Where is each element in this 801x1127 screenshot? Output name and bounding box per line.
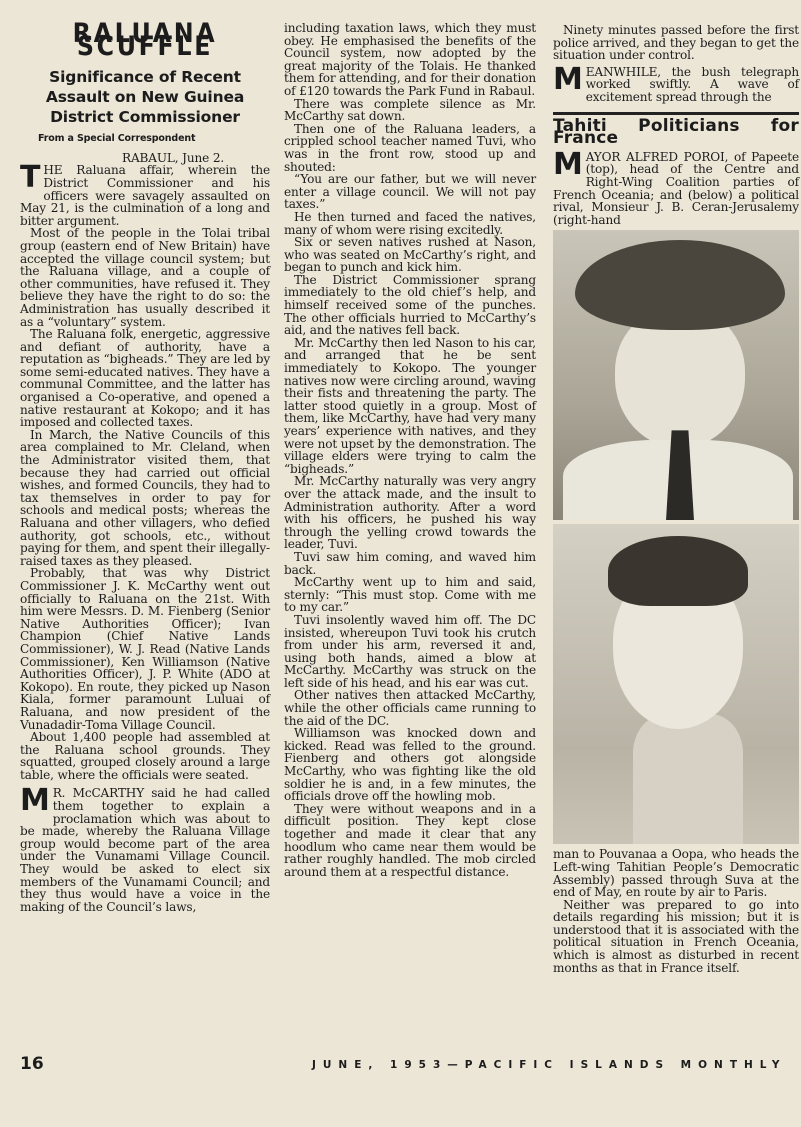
column-3 (553, 24, 799, 974)
drop-cap-paragraph: MEANWHILE, the bush telegraph worked swiftly. A wave of excitement spread through the (553, 61, 799, 104)
paragraph: There was complete silence as Mr. McCarthy sat down. (284, 96, 536, 124)
dateline: RABAUL, June 2. (122, 150, 225, 165)
drop-cap-paragraph: MAYOR ALFRED POROI, of Papeete (top), head of the Centre and Right-Wing Coalition parties of French Oceania; and (below) a political rival, Monsieur J. B. Ceran-Jerusalemy (right-hand (553, 146, 799, 227)
page-number: 16 (20, 1054, 44, 1074)
paragraph: In March, the Native Councils of this area complained to Mr. Cleland, when the Administrator visited them, that because they had carried out official wishes, and formed Councils, they had to tax themselves in order to pay for schools and medical posts; whereas the Raluana and other villagers, who defied authority, got schools, etc., without paying for them, and spent their illegally-raised taxes as they pleased. (20, 427, 270, 568)
paragraph: McCarthy went up to him and said, sternly: “This must stop. Come with me to my car.” (284, 575, 536, 615)
column-2 (284, 22, 536, 878)
paragraph: Probably, that was why District Commissioner J. K. McCarthy went out officially to Raluana on the 21st. With him were Messrs. D. M. Fienberg (Senior Native Authorities Officer); Ivan Champion (Chief Native Lands Commissioner), W. J. Read (Native Lands Commissioner), Ken Williamson (Native Authorities Officer), J. P. White (ADO at Kokopo). En route, they picked up Nason Kiala, former paramount Luluai of Raluana, and now president of the Vunadadir-Toma Village Council. (20, 566, 270, 732)
paragraph: They were without weapons and in a difficult position. They kept close together and made it clear that any hoodlum who came near them would be rather roughly handled. The mob circled around them at a respectful distance. (284, 801, 536, 879)
neck-shape (633, 714, 743, 844)
paragraph: About 1,400 people had assembled at the Raluana school grounds. They squatted, grouped closely around a large table, where the officials were seated. (20, 730, 270, 782)
paragraph: Other natives then attacked McCarthy, while the other officials came running to the aid of the DC. (284, 688, 536, 728)
drop-cap-paragraph: MR. McCARTHY said he had called them together to explain a proclamation which was about to be made, whereby the Raluana Village group would become part of the area under the Vunamami Village Council. They would be asked to elect six members of the Vunamami Council; and they thus would have a voice in the making of the Council’s laws, (20, 783, 270, 914)
headline: RALUANA SCUFFLE (72, 18, 218, 62)
paragraph: Mr. McCarthy then led Nason to his car, and arranged that he be sent immediately to Kokopo. The younger natives now were circling around, waving their fists and threatening the party. The latter stood quietly in a group. Most of them, like McCarthy, have had very many years’ experience with natives, and they were not upset by the demonstration. The village elders were trying to calm the “bigheads.” (284, 335, 536, 476)
paragraph: Neither was prepared to go into details regarding his mission; but it is understood that it is associated with the political situation in French Oceania, which is almost as disturbed in recent months as that in France itself. (553, 897, 799, 975)
column-1 (20, 6, 270, 913)
portrait-photo-bottom (553, 524, 799, 844)
section-rule (553, 112, 799, 115)
paragraph: Then one of the Raluana leaders, a crippled school teacher named Tuvi, who was in the front row, stood up and shouted: (284, 121, 536, 174)
running-head: JUNE, 1953—PACIFIC ISLANDS MONTHLY (312, 1059, 787, 1071)
paragraph: “You are our father, but we will never enter a village council. We will not pay taxes.” (284, 172, 536, 212)
paragraph: man to Pouvanaa a Oopa, who heads the Left-wing Tahitian People’s Democratic Assembly) passed through Suva at the end of May, en route by air to Paris. (553, 847, 799, 900)
paragraph: Ninety minutes passed before the first police arrived, and they began to get the situation under control. (553, 23, 799, 63)
paragraph: Williamson was knocked down and kicked. Read was felled to the ground. Fienberg and others got alongside McCarthy, who was fighting like the old soldier he is and, in a few minutes, the officials drove off the howling mob. (284, 726, 536, 804)
paragraph: Mr. McCarthy naturally was very angry over the attack made, and the insult to Administration authority. After a word with his officers, he pushed his way through the yelling crowd towards the leader, Tuvi. (284, 474, 536, 552)
paragraph: including taxation laws, which they must obey. He emphasised the benefits of the Council system, now adopted by the great majority of the Tolais. He thanked them for attending, and for their donation of £120 towards the Park Fund in Rabaul. (284, 21, 536, 98)
subheadline: Significance of Recent Assault on New Guinea District Commissioner (45, 68, 245, 127)
section-heading: Tahiti Politicians for France (553, 115, 799, 149)
hair-shape (608, 536, 748, 606)
paragraph: He then turned and faced the natives, many of whom were rising excitedly. (284, 209, 536, 237)
lead-paragraph: THE Raluana affair, wherein the District Commissioner and his officers were savagely assaulted on May 21, is the culmination of a long and bitter argument. (20, 160, 270, 228)
paragraph: Tuvi saw him coming, and waved him back. (284, 549, 536, 577)
paragraph: Tuvi insolently waved him off. The DC insisted, whereupon Tuvi took his crutch from under his arm, reversed it and, using both hands, aimed a blow at McCarthy. McCarthy was struck on the left side of his head, and his ear was cut. (284, 612, 536, 690)
page-footer (20, 1054, 800, 1076)
portrait-photo-top (553, 230, 799, 520)
paragraph: The District Commissioner sprang immediately to the old chief’s help, and himself received some of the punches. The other officials hurried to McCarthy’s aid, and the natives fell back. (284, 272, 536, 338)
paragraph: Six or seven natives rushed at Nason, who was seated on McCarthy’s right, and began to punch and kick him. (284, 235, 536, 275)
byline: From a Special Correspondent (38, 133, 196, 145)
paragraph: The Raluana folk, energetic, aggressive and defiant of authority, have a reputation as “bigheads.” They are led by some semi-educated natives. They have a communal Committee, and the latter has organised a Co-operative, and opened a native restaurant at Kokopo; and it has imposed and collected taxes. (20, 327, 270, 430)
paragraph: Most of the people in the Tolai tribal group (eastern end of New Britain) have accepted the village council system; but the Raluana village, and a couple of other communities, have refused it. They believe they have the right to do so: the Administration has usually described it as a “voluntary” system. (20, 226, 270, 329)
hat-shape (575, 240, 785, 330)
